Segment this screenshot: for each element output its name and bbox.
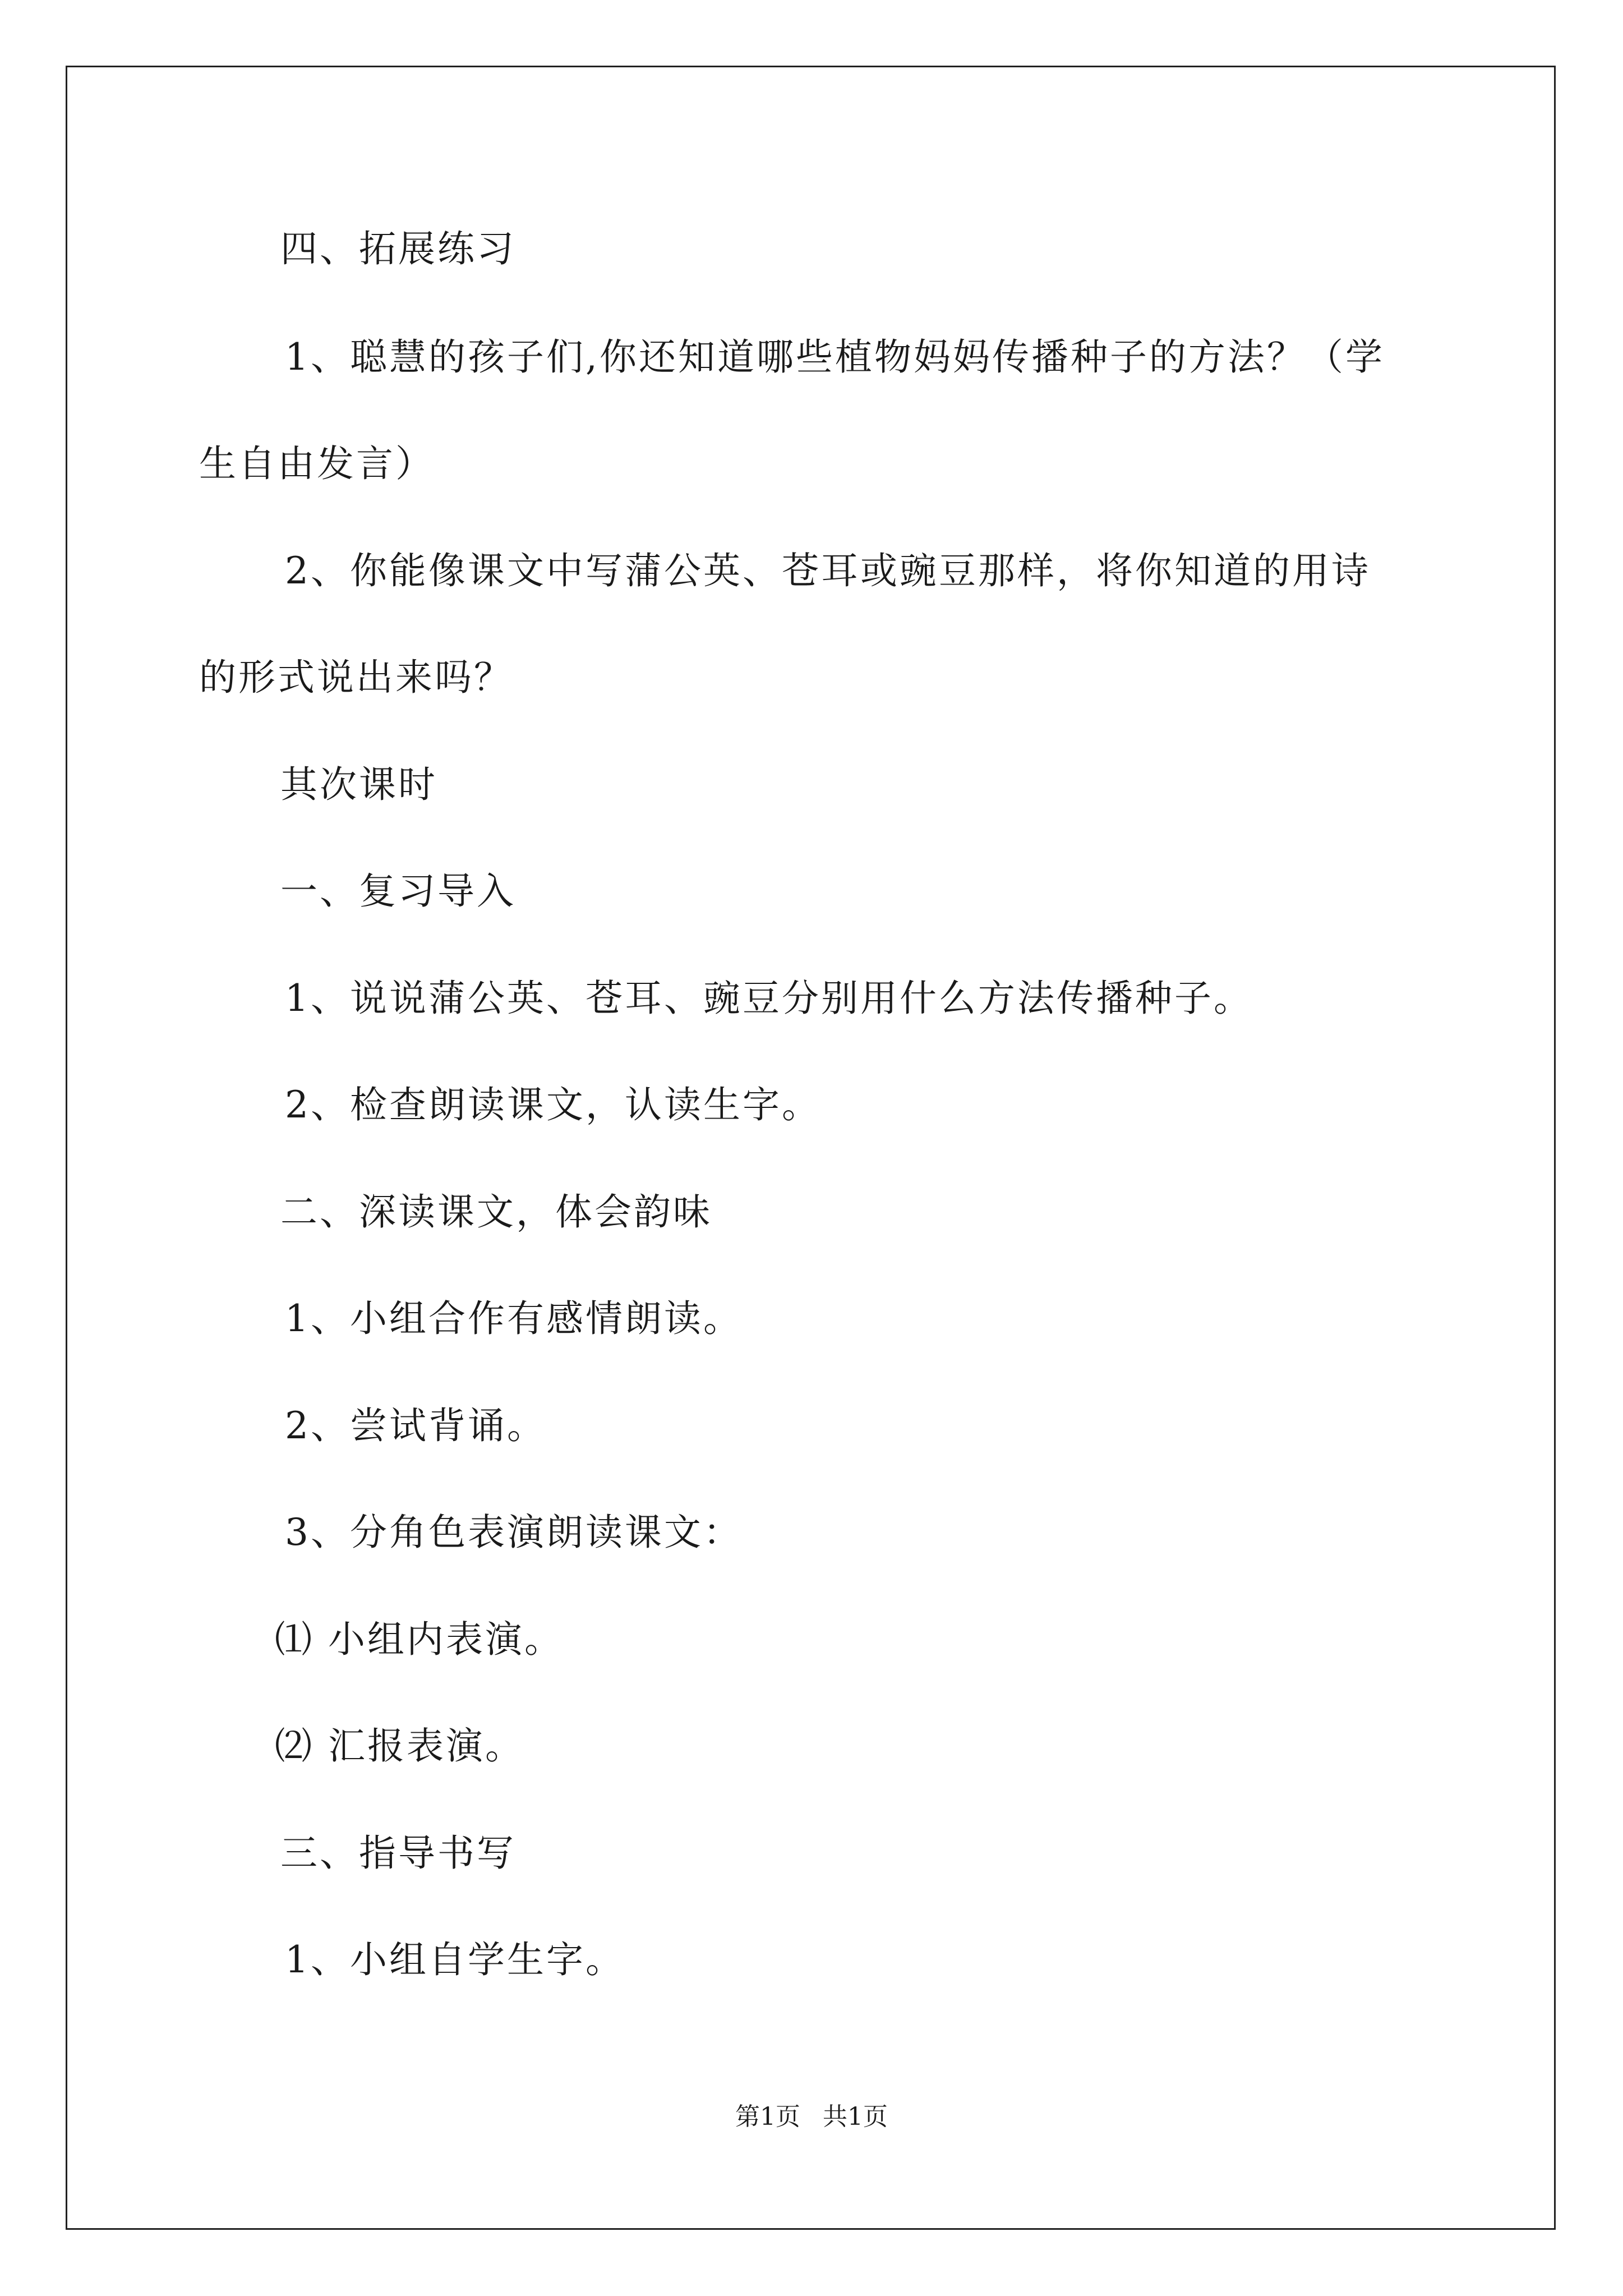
heading-writing-guidance: 三、指导书写	[280, 1832, 516, 1875]
paragraph-line: 1、说说蒲公英、苍耳、豌豆分别用什么方法传播种子。	[285, 977, 1253, 1020]
paragraph-line: 的形式说出来吗？	[199, 656, 513, 699]
paragraph-line: 1、小组合作有感情朗读。	[285, 1297, 743, 1340]
paragraph-line: 2、你能像课文中写蒲公英、苍耳或豌豆那样，将你知道的用诗	[285, 549, 1371, 592]
page-number-total: 共1页	[823, 2102, 888, 2131]
paragraph-line: 生自由发言）	[199, 442, 435, 485]
page-footer	[0, 2102, 1623, 2131]
heading-expansion-practice: 四、拓展练习	[280, 227, 516, 270]
paragraph-line: 3、分角色表演朗读课文：	[285, 1511, 743, 1554]
paragraph-line: ⑴ 小组内表演。	[275, 1618, 564, 1661]
page-number-current: 第1页	[735, 2102, 800, 2131]
paragraph-line: 2、检查朗读课文，认读生字。	[285, 1083, 821, 1126]
heading-review-intro: 一、复习导入	[280, 869, 516, 913]
paragraph-line: 2、尝试背诵。	[285, 1404, 546, 1447]
paragraph-line: ⑵ 汇报表演。	[275, 1724, 524, 1768]
paragraph-line: 1、小组自学生字。	[285, 1938, 625, 1981]
heading-deep-reading: 二、深读课文，体会韵味	[280, 1190, 712, 1234]
paragraph-line: 1、聪慧的孩子们,你还知道哪些植物妈妈传播种子的方法？（学	[285, 335, 1385, 379]
page-border	[66, 66, 1556, 2230]
heading-second-lesson: 其次课时	[280, 763, 437, 806]
